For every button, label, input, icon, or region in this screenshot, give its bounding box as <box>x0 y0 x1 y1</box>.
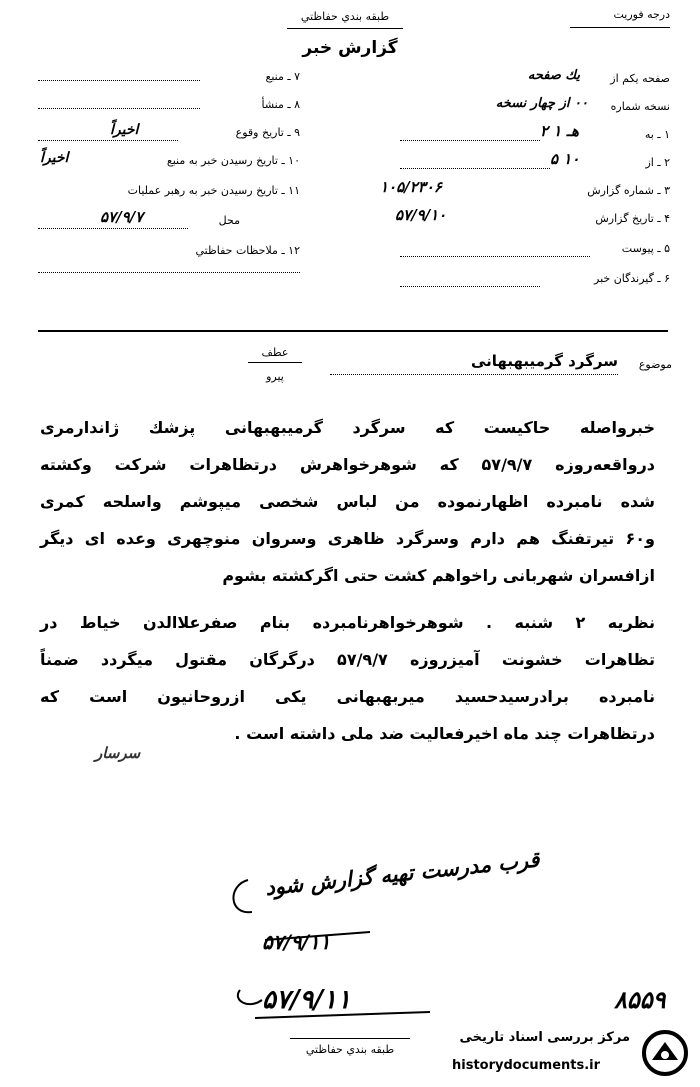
handwritten-date-one: ۵۷/۹/۱۱ <box>262 930 331 954</box>
field-source-label: ۷ ـ منبع <box>265 70 300 83</box>
classification-bottom: طبقه بندي حفاظتي <box>305 1043 395 1056</box>
field-security-notes-label: ۱۲ ـ ملاحظات حفاظتي <box>195 244 300 257</box>
field-report-date-label: ۴ ـ تاريخ گزارش <box>595 212 670 225</box>
body-line: درتظاهرات چند ماه اخيرفعاليت ضد ملی داشته است . <box>234 724 655 743</box>
body-line: خبرواصله حاکيست که سرگرد گرمیبهبهانی پزشك ژاندارمری <box>40 418 655 437</box>
body-line: درواقعه‌روزه ۵۷/۹/۷ که شوهرخواهرش درتظاهرات شرکت وكشته <box>40 455 655 474</box>
report-title: گزارش خبر <box>302 38 398 58</box>
field-source-date-label: ۱۰ ـ تاريخ رسيدن خبر به منبع <box>166 154 300 167</box>
field-to-value: ۲ هـ ۱ <box>540 122 579 140</box>
field-event-date-value: اخيراً <box>110 122 139 138</box>
body-line: تظاهرات خشونت آميزروزه ۵۷/۹/۷ درگرگان مقتول ميگردد ضمناً <box>40 650 655 669</box>
field-report-date-value: ۵۷/۹/۱۰ <box>395 206 447 224</box>
field-place-label: محل <box>218 214 240 227</box>
action-ref-label: عطف <box>261 346 289 359</box>
field-to-label: ۱ ـ به <box>644 128 670 141</box>
handwritten-number: ۸۵۵۹ <box>614 985 666 1014</box>
handwritten-date-two: ۵۷/۹/۱۱ <box>262 985 351 1015</box>
field-from-label: ۲ ـ از <box>645 156 670 169</box>
date-loop <box>238 990 262 1004</box>
watermark-logo-icon <box>640 1028 690 1078</box>
body-line: ازافسران شهربانی راخواهم كشت حتی اگركشته بشوم <box>222 566 655 585</box>
watermark-url: historydocuments.ir <box>452 1058 601 1073</box>
field-recipients-label: ۶ ـ گيرندگان خبر <box>594 272 670 285</box>
field-from-value: ۵ ۱۰ <box>550 150 580 168</box>
classification-top: طبقه بندي حفاظتي <box>300 10 390 23</box>
field-report-number-label: ۳ ـ شماره گزارش <box>587 184 670 197</box>
action-follow-label: پيرو <box>266 370 284 383</box>
field-source-date-value: اخيراً <box>40 150 69 166</box>
field-page-label: صفحه يكم از <box>610 72 670 85</box>
field-place-value: ۵۷/۹/۷ <box>100 208 144 226</box>
field-attachment-label: ۵ ـ پيوست <box>621 242 670 255</box>
field-page-value: يك صفحه <box>527 68 580 83</box>
handwritten-note: قرب مدرست تهيه گزارش شود <box>263 846 541 901</box>
field-copy-label: نسخه شماره <box>610 100 670 113</box>
date-underline <box>255 1012 430 1018</box>
signature-underline <box>265 932 370 940</box>
marginal-note: سرسار <box>95 744 141 762</box>
field-origin-label: ۸ ـ منشأ <box>261 98 300 111</box>
subject-label: موضوع <box>638 358 672 371</box>
field-report-number-value: ۱۰۵/۲۳۰۶ <box>380 178 442 196</box>
body-line: نظریه ۲ شنبه . شوهرخواهرنامبرده بنام صفرعلاالدن خياط در <box>40 613 655 632</box>
body-line: و۶۰ تيرتفنگ هم دارم وسرگرد ظاهری وسروان منوچهری وعده ای دیگر <box>40 529 655 548</box>
priority-label: درجه فوريت <box>613 8 670 21</box>
watermark-text: مرکز بررسی اسناد تاریخی <box>459 1030 630 1045</box>
field-event-date-label: ۹ ـ تاريخ وقوع <box>235 126 300 139</box>
body-line: نامبرده برادرسيدحسيد میربهبهانی یکی ازروحانيون است كه <box>40 687 655 706</box>
field-ops-date-label: ۱۱ ـ تاريخ رسيدن خبر به رهبر عمليات <box>127 184 300 197</box>
subject-value: سرگرد گرمیبهبهانی <box>470 352 618 370</box>
signature-curl <box>233 880 252 912</box>
body-line: شده نامبرده اظهارنموده من لباس شخصی میپوشم واسلحه كمری <box>40 492 655 511</box>
footer-overline <box>290 1038 410 1039</box>
field-copy-value: ۰۰ از چهار نسخه <box>495 96 588 111</box>
